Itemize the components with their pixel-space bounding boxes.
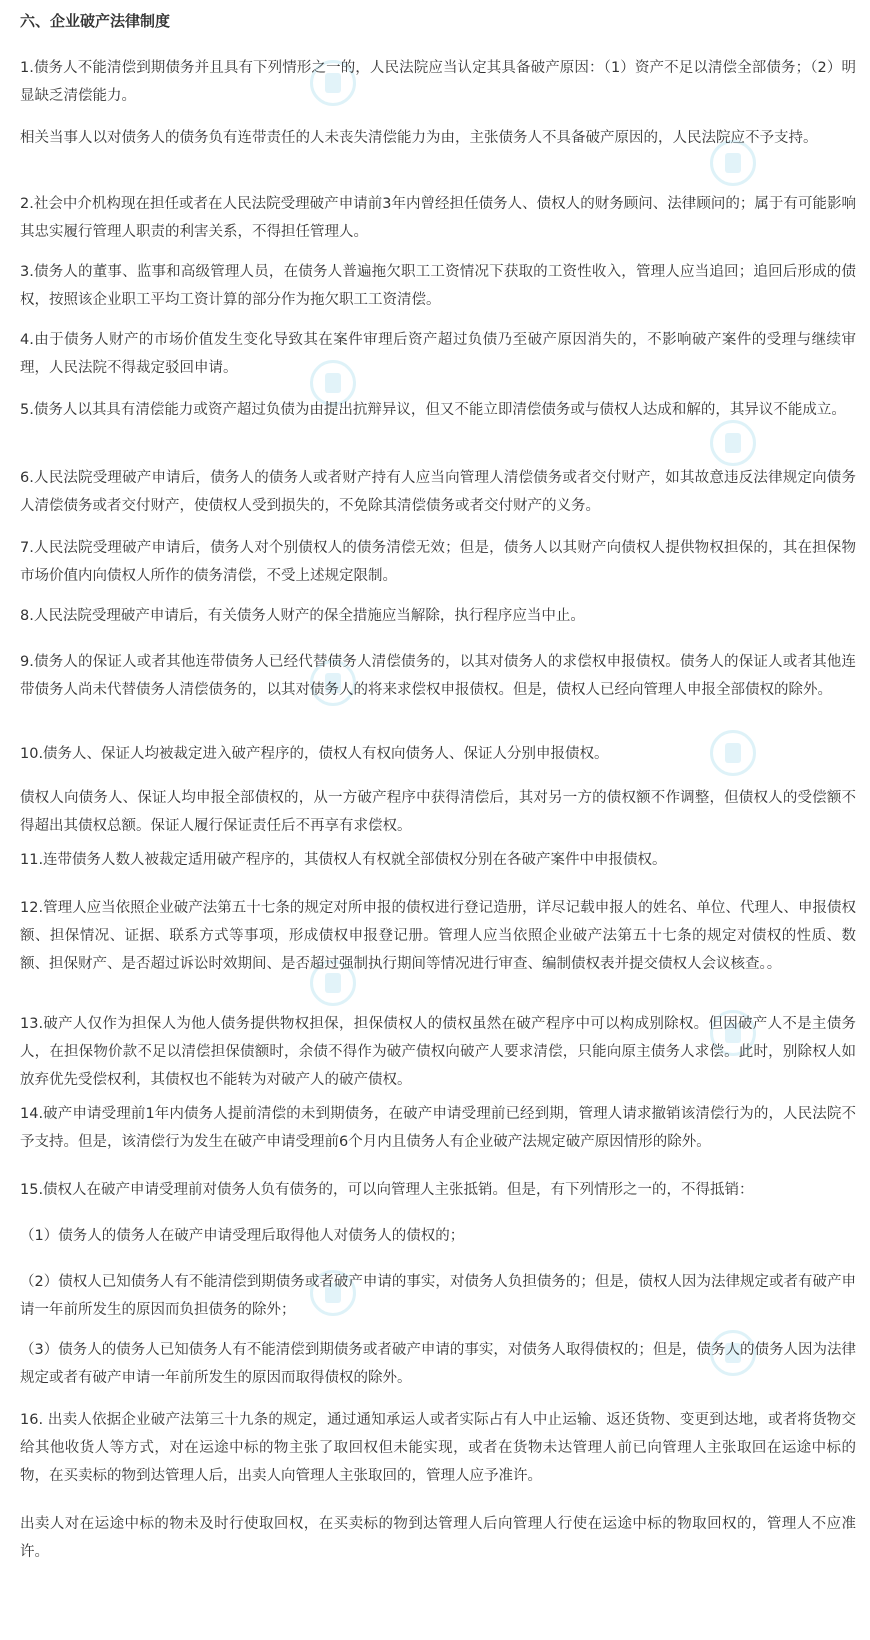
paragraph: 15.债权人在破产申请受理前对债务人负有债务的，可以向管理人主张抵销。但是，有下列情形之一的，不得抵销： <box>20 1182 754 1198</box>
paragraph: 出卖人对在运途中标的物未及时行使取回权，在买卖标的物到达管理人后向管理人行使在运途中标的物取回权的，管理人不应准许。 <box>20 1516 856 1560</box>
paragraph: 2.社会中介机构现在担任或者在人民法院受理破产申请前3年内曾经担任债务人、债权人的财务顾问、法律顾问的；属于有可能影响其忠实履行管理人职责的利害关系，不得担任管理人。 <box>20 196 856 240</box>
paragraph: 9.债务人的保证人或者其他连带债务人已经代替债务人清偿债务的，以其对债务人的求偿权申报债权。债务人的保证人或者其他连带债务人尚未代替债务人清偿债务的，以其对债务人的将来求偿权申报债权。但是，债权人已经向管理人申报全部债权的除外。 <box>20 654 856 698</box>
paragraph: 4.由于债务人财产的市场价值发生变化导致其在案件审理后资产超过负债乃至破产原因消失的，不影响破产案件的受理与继续审理，人民法院不得裁定驳回申请。 <box>20 332 856 376</box>
paragraph: 6.人民法院受理破产申请后，债务人的债务人或者财产持有人应当向管理人清偿债务或者交付财产，如其故意违反法律规定向债务人清偿债务或者交付财产，使债权人受到损失的，不免除其清偿债务或者交付财产的义务。 <box>20 470 856 514</box>
paragraph: 1.债务人不能清偿到期债务并且具有下列情形之一的，人民法院应当认定其具备破产原因：（1）资产不足以清偿全部债务；（2）明显缺乏清偿能力。 <box>20 60 856 104</box>
paragraph: 3.债务人的董事、监事和高级管理人员，在债务人普遍拖欠职工工资情况下获取的工资性收入，管理人应当追回；追回后形成的债权，按照该企业职工平均工资计算的部分作为拖欠职工工资清偿。 <box>20 264 856 308</box>
paragraph: （3）债务人的债务人已知债务人有不能清偿到期债务或者破产申请的事实，对债务人取得债权的；但是，债务人的债务人因为法律规定或者有破产申请一年前所发生的原因而取得债权的除外。 <box>20 1342 856 1386</box>
paragraph: （1）债务人的债务人在破产申请受理后取得他人对债务人的债权的； <box>20 1228 465 1244</box>
paragraph: 5.债务人以其具有清偿能力或资产超过负债为由提出抗辩异议，但又不能立即清偿债务或与债权人达成和解的，其异议不能成立。 <box>20 402 846 418</box>
paragraph: （2）债权人已知债务人有不能清偿到期债务或者破产申请的事实，对债务人负担债务的；但是，债权人因为法律规定或者有破产申请一年前所发生的原因而负担债务的除外； <box>20 1274 856 1318</box>
paragraph: 16. 出卖人依据企业破产法第三十九条的规定，通过通知承运人或者实际占有人中止运输、返还货物、变更到达地，或者将货物交给其他收货人等方式，对在运途中标的物主张了取回权但未能实现，或者在货物未达管理人前已向管理人主张取回在运途中标的物，在买卖标的物到达管理人后，出卖人向管理人主张取回的，管理人应予准许。 <box>20 1412 856 1484</box>
paragraph: 14.破产申请受理前1年内债务人提前清偿的未到期债务，在破产申请受理前已经到期，管理人请求撤销该清偿行为的，人民法院不予支持。但是，该清偿行为发生在破产申请受理前6个月内且债务人有企业破产法规定破产原因情形的除外。 <box>20 1106 856 1150</box>
watermark-logo-icon <box>710 420 756 466</box>
paragraph: 13.破产人仅作为担保人为他人债务提供物权担保，担保债权人的债权虽然在破产程序中可以构成别除权。但因破产人不是主债务人，在担保物价款不足以清偿担保债额时，余债不得作为破产债权向破产人要求清偿，只能向原主债务人求偿。此时，别除权人如放弃优先受偿权利，其债权也不能转为对破产人的破产债权。 <box>20 1016 856 1088</box>
paragraph: 11.连带债务人数人被裁定适用破产程序的，其债权人有权就全部债权分别在各破产案件中申报债权。 <box>20 852 667 868</box>
paragraph: 10.债务人、保证人均被裁定进入破产程序的，债权人有权向债务人、保证人分别申报债权。 <box>20 746 609 762</box>
paragraph: 相关当事人以对债务人的债务负有连带责任的人未丧失清偿能力为由，主张债务人不具备破产原因的，人民法院应不予支持。 <box>20 130 818 146</box>
paragraph: 8.人民法院受理破产申请后，有关债务人财产的保全措施应当解除，执行程序应当中止。 <box>20 608 585 624</box>
section-title: 六、企业破产法律制度 <box>20 12 171 30</box>
paragraph: 债权人向债务人、保证人均申报全部债权的，从一方破产程序中获得清偿后，其对另一方的债权额不作调整，但债权人的受偿额不得超出其债权总额。保证人履行保证责任后不再享有求偿权。 <box>20 790 856 834</box>
paragraph: 12.管理人应当依照企业破产法第五十七条的规定对所申报的债权进行登记造册，详尽记载申报人的姓名、单位、代理人、申报债权额、担保情况、证据、联系方式等事项，形成债权申报登记册。管理人应当依照企业破产法第五十七条的规定对债权的性质、数额、担保财产、是否超过诉讼时效期间、是否超过强制执行期间等情况进行审查、编制债权表并提交债权人会议核查。。 <box>20 900 856 972</box>
paragraph: 7.人民法院受理破产申请后，债务人对个别债权人的债务清偿无效；但是，债务人以其财产向债权人提供物权担保的，其在担保物市场价值内向债权人所作的债务清偿，不受上述规定限制。 <box>20 540 856 584</box>
